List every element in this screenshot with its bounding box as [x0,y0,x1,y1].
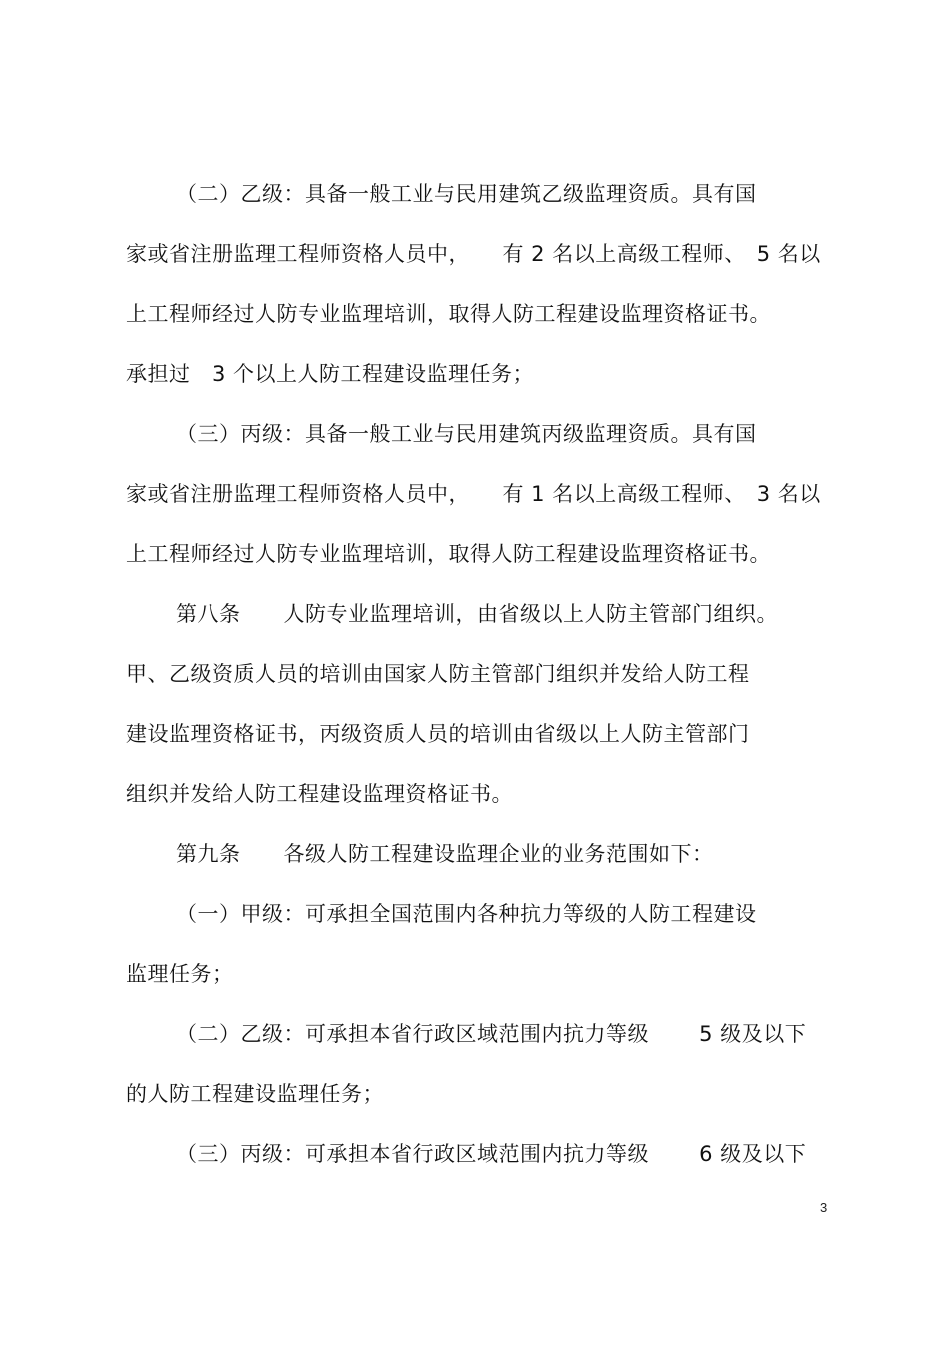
text-line-5: （三）丙级：具备一般工业与民用建筑丙级监理资质。具有国 [176,422,757,446]
text-line-15: （二）乙级：可承担本省行政区域范围内抗力等级 5 级及以下 [176,1022,807,1046]
text-line-1: （二）乙级：具备一般工业与民用建筑乙级监理资质。具有国 [176,182,757,206]
text-line-17: （三）丙级：可承担本省行政区域范围内抗力等级 6 级及以下 [176,1142,807,1166]
text-line-4: 承担过 3 个以上人防工程建设监理任务； [126,362,535,386]
text-line-13: （一）甲级：可承担全国范围内各种抗力等级的人防工程建设 [176,902,757,926]
text-line-9: 甲、乙级资质人员的培训由国家人防主管部门组织并发给人防工程 [126,662,750,686]
page-number: 3 [820,1200,828,1215]
article-8-heading-line: 第八条 人防专业监理培训，由省级以上人防主管部门组织。 [176,602,778,626]
text-line-7: 上工程师经过人防专业监理培训，取得人防工程建设监理资格证书。 [126,542,771,566]
text-line-11: 组织并发给人防工程建设监理资格证书。 [126,782,513,806]
text-line-14: 监理任务； [126,962,234,986]
text-line-6: 家或省注册监理工程师资格人员中， 有 1 名以上高级工程师、 3 名以 [126,482,821,506]
article-9-heading-line: 第九条 各级人防工程建设监理企业的业务范围如下： [176,842,714,866]
text-line-10: 建设监理资格证书，丙级资质人员的培训由省级以上人防主管部门 [126,722,750,746]
text-line-3: 上工程师经过人防专业监理培训，取得人防工程建设监理资格证书。 [126,302,771,326]
text-line-2: 家或省注册监理工程师资格人员中， 有 2 名以上高级工程师、 5 名以 [126,242,821,266]
text-line-16: 的人防工程建设监理任务； [126,1082,384,1106]
